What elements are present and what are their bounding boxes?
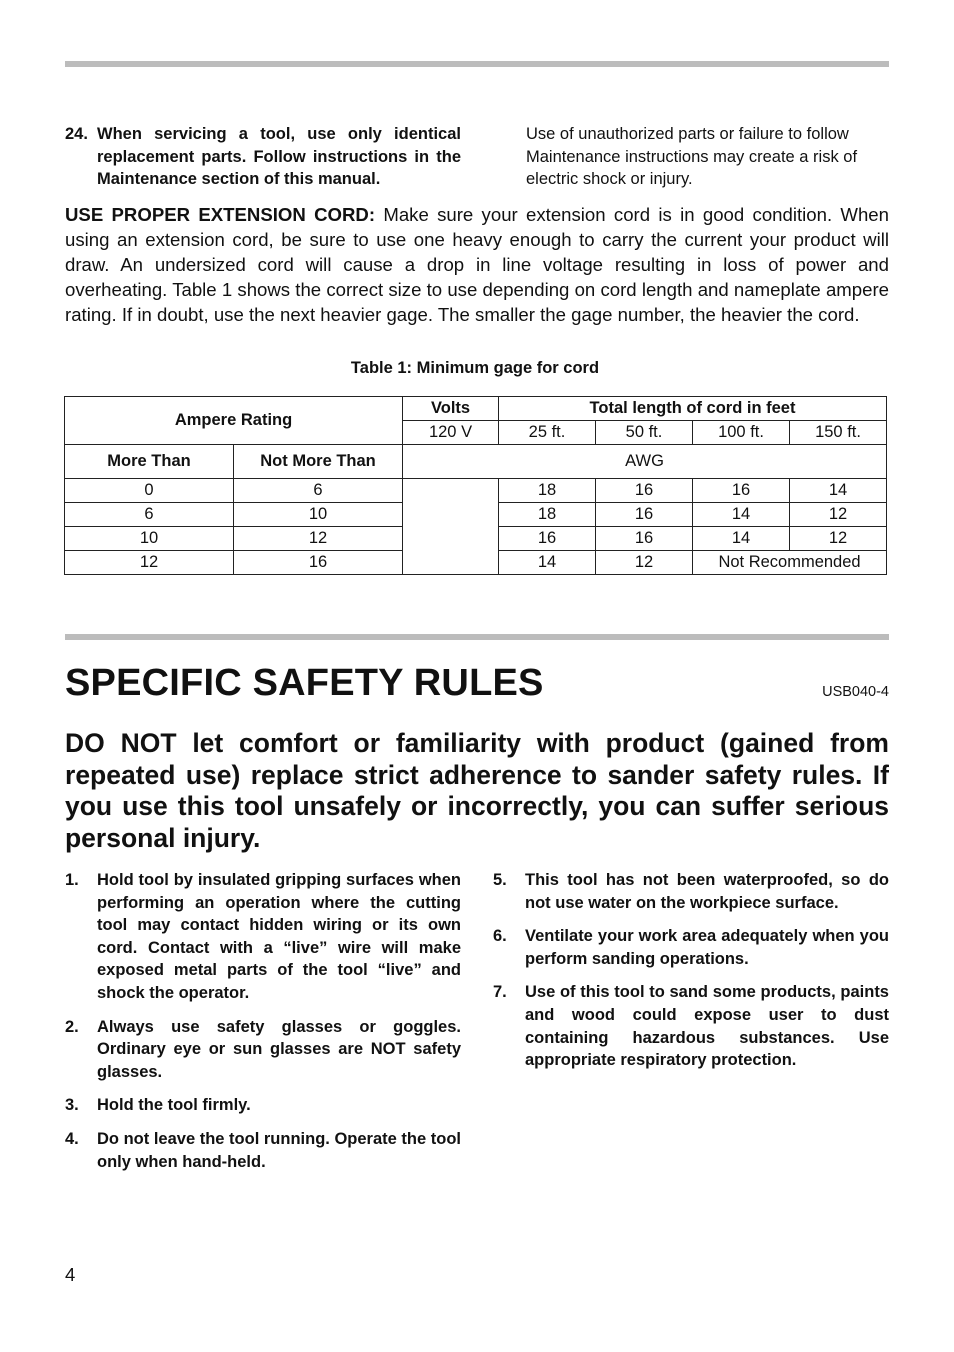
gage-cell: 12 xyxy=(790,527,887,551)
rule-number: 1. xyxy=(65,871,79,889)
blank-volts-cell xyxy=(403,479,499,575)
rule-number: 3. xyxy=(65,1096,79,1115)
extension-cord-heading: USE PROPER EXTENSION CORD: xyxy=(65,204,376,225)
voltage-cell: 120 V xyxy=(403,421,499,445)
rule-number: 2. xyxy=(65,1017,79,1036)
cord-gage-table xyxy=(64,396,887,575)
list-item xyxy=(493,981,889,1071)
rule-text: Hold tool by insulated gripping surfaces when performing an operation where the cutting tool may contact hidden wiring or its own cord. Contact with a “live” wire will make exposed metal parts of the tool “live” and shock the operator. xyxy=(97,871,461,1002)
section-divider xyxy=(65,634,889,640)
awg-header: AWG xyxy=(403,445,887,479)
list-item xyxy=(65,1094,461,1117)
not-more-than-cell: 12 xyxy=(234,527,403,551)
section-title: SPECIFIC SAFETY RULES xyxy=(65,662,544,704)
rule-text: Do not leave the tool running. Operate the tool only when hand-held. xyxy=(97,1129,461,1171)
rule-number: 4. xyxy=(65,1129,79,1148)
gage-cell: 14 xyxy=(693,503,790,527)
more-than-cell: 6 xyxy=(65,503,234,527)
gage-cell: 16 xyxy=(596,503,693,527)
not-more-than-cell: 10 xyxy=(234,503,403,527)
not-more-than-header: Not More Than xyxy=(234,445,403,479)
length-header: 100 ft. xyxy=(693,421,790,445)
gage-cell: 16 xyxy=(693,479,790,503)
gage-cell: 16 xyxy=(596,479,693,503)
not-more-than-cell: 6 xyxy=(234,479,403,503)
gage-cell: 14 xyxy=(790,479,887,503)
more-than-cell: 10 xyxy=(65,527,234,551)
rules-column-right xyxy=(493,869,889,1083)
list-item xyxy=(65,1128,461,1173)
gage-cell: 18 xyxy=(499,503,596,527)
gage-cell: 14 xyxy=(499,551,596,575)
rule-number: 6. xyxy=(493,927,507,946)
list-item xyxy=(493,869,889,914)
safety-warning: DO NOT let comfort or familiarity with product (gained from repeated use) replace strict adherence to sander safety rules. If you use this tool unsafely or incorrectly, you can suffer serious personal injury. xyxy=(65,728,889,853)
list-item xyxy=(493,925,889,970)
rule-24-note: Use of unauthorized parts or failure to follow Maintenance instructions may create a risk of electric shock or injury. xyxy=(526,125,858,189)
rule-text: Ventilate your work area adequately when you perform sanding operations. xyxy=(525,927,889,968)
ampere-rating-header: Ampere Rating xyxy=(65,397,403,445)
volts-header: Volts xyxy=(403,397,499,421)
more-than-cell: 0 xyxy=(65,479,234,503)
rules-column-left xyxy=(65,869,461,1184)
gage-cell: 16 xyxy=(596,527,693,551)
rule-24 xyxy=(65,123,461,191)
gage-cell: 12 xyxy=(596,551,693,575)
more-than-header: More Than xyxy=(65,445,234,479)
gage-cell: 14 xyxy=(693,527,790,551)
rule-number: 7. xyxy=(493,983,507,1002)
total-length-header: Total length of cord in feet xyxy=(499,397,887,421)
list-item xyxy=(65,869,461,1005)
rule-number: 24. xyxy=(65,125,88,143)
table-caption: Table 1: Minimum gage for cord xyxy=(350,359,600,377)
rule-text: When servicing a tool, use only identical replacement parts. Follow instructions in the Maintenance section of this manual. xyxy=(97,125,461,189)
rule-number: 5. xyxy=(493,871,507,889)
gage-cell: 18 xyxy=(499,479,596,503)
length-header: 25 ft. xyxy=(499,421,596,445)
not-more-than-cell: 16 xyxy=(234,551,403,575)
rule-text: This tool has not been waterproofed, so do not use water on the workpiece surface. xyxy=(525,871,889,912)
rule-text: Use of this tool to sand some products, paints and wood could expose user to dust containing hazardous substances. Use appropriate respiratory protection. xyxy=(525,983,889,1070)
not-recommended-cell: Not Recommended xyxy=(693,551,887,575)
gage-cell: 16 xyxy=(499,527,596,551)
page-number: 4 xyxy=(65,1264,76,1285)
document-code: USB040-4 xyxy=(822,684,889,700)
gage-cell: 12 xyxy=(790,503,887,527)
top-divider xyxy=(65,61,889,67)
rule-text: Always use safety glasses or goggles. Ordinary eye or sun glasses are NOT safety glasses. xyxy=(97,1017,461,1081)
extension-cord-body: Make sure your extension cord is in good condition. When using an extension cord, be sure to use one heavy enough to carry the current your product will draw. An undersized cord will cause a drop in line voltage resulting in loss of power and overheating. Table 1 shows the correct size to use depending on cord length and nameplate ampere rating. If in doubt, use the next heavier gage. The smaller the gage number, the heavier the cord. xyxy=(65,204,889,325)
more-than-cell: 12 xyxy=(65,551,234,575)
table-row xyxy=(65,479,887,503)
list-item xyxy=(65,1016,461,1084)
extension-cord-paragraph xyxy=(65,202,889,327)
length-header: 150 ft. xyxy=(790,421,887,445)
rule-text: Hold the tool firmly. xyxy=(97,1096,251,1115)
length-header: 50 ft. xyxy=(596,421,693,445)
